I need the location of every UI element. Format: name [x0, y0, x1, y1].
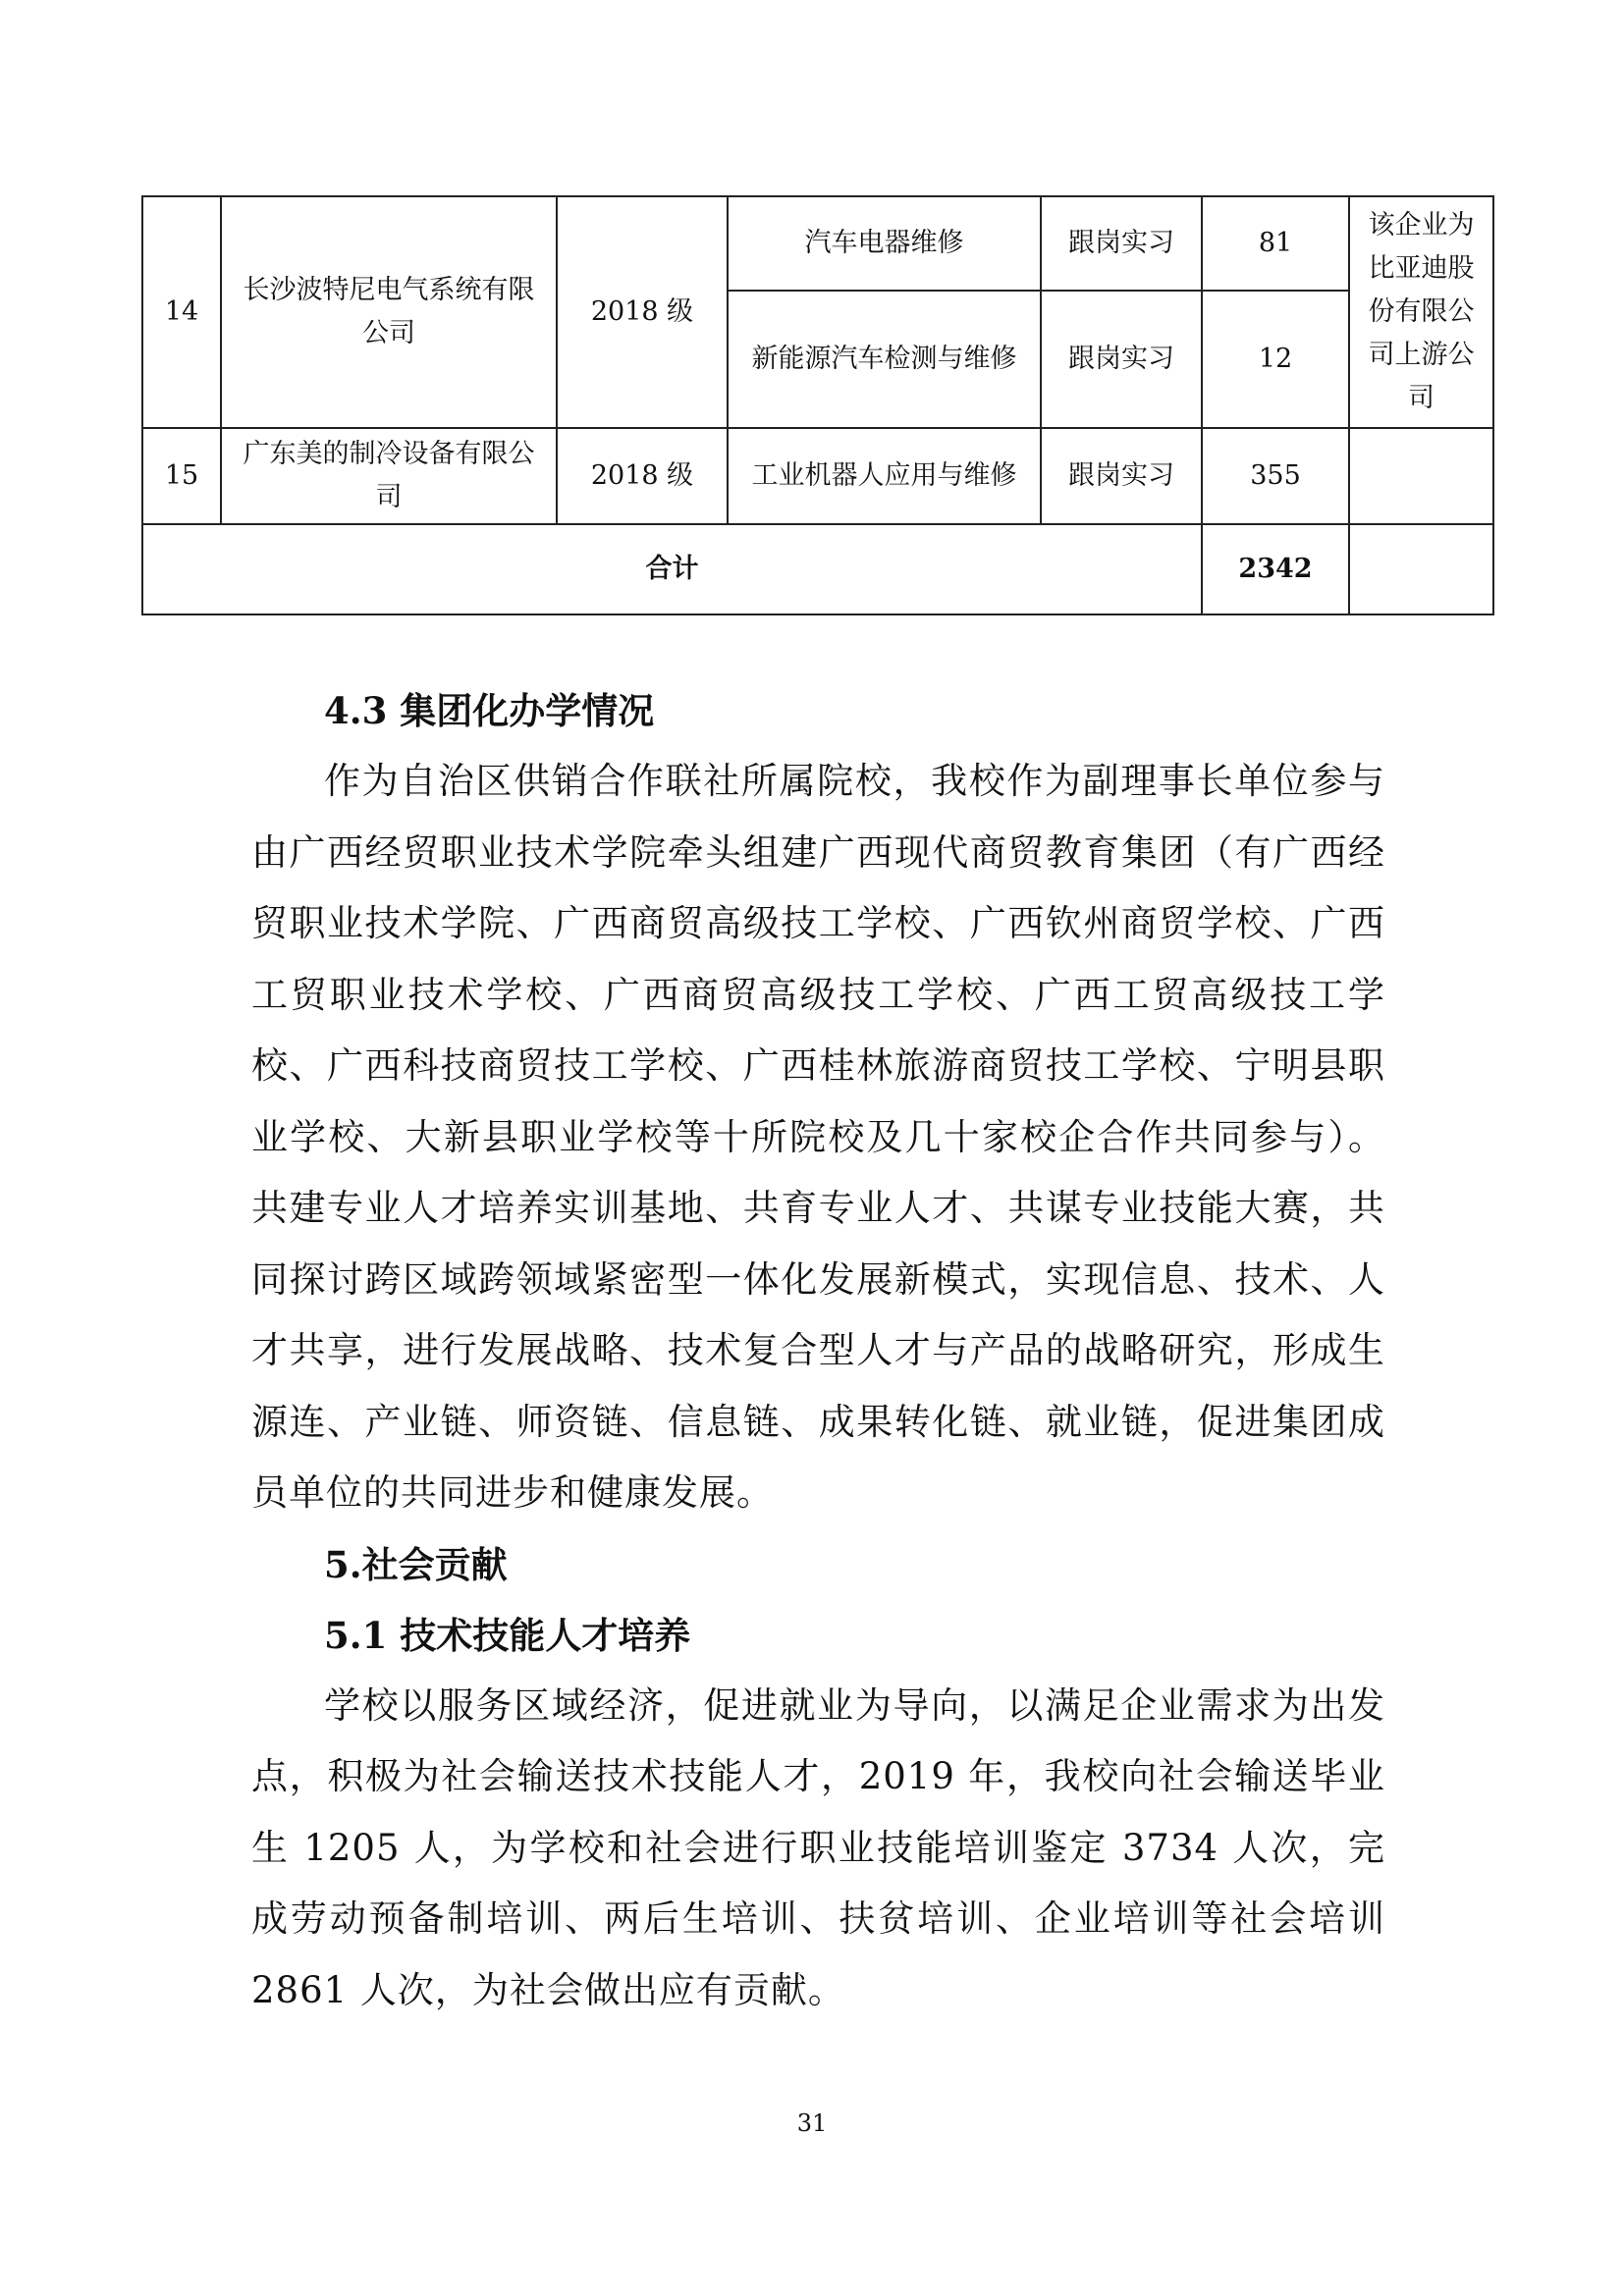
- total-remark: [1349, 524, 1493, 614]
- remark: [1349, 428, 1493, 524]
- section-4-3-heading: 4.3 集团化办学情况: [324, 689, 655, 732]
- document-body: [251, 675, 1385, 2026]
- company-name: 广东美的制冷设备有限公司: [221, 428, 557, 524]
- grade: 2018 级: [557, 428, 728, 524]
- page-number: 31: [796, 2109, 828, 2137]
- section-5-heading: 5.社会贡献: [324, 1542, 508, 1586]
- grade: 2018 级: [557, 196, 728, 428]
- section-5-1-heading: 5.1 技术技能人才培养: [324, 1613, 691, 1657]
- remark: 该企业为比亚迪股份有限公司上游公司: [1349, 196, 1493, 428]
- total-value: 2342: [1202, 524, 1349, 614]
- internship-type: 跟岗实习: [1041, 291, 1202, 428]
- major-name: 工业机器人应用与维修: [728, 428, 1041, 524]
- total-row: [142, 524, 1493, 614]
- section-4-3-paragraph: 作为自治区供销合作联社所属院校，我校作为副理事长单位参与由广西经贸职业技术学院牵头组建广西现代商贸教育集团（有广西经贸职业技术学院、广西商贸高级技工学校、广西钦州商贸学校、广西工贸职业技术学校、广西商贸高级技工学校、广西工贸高级技工学校、广西科技商贸技工学校、广西桂林旅游商贸技工学校、宁明县职业学校、大新县职业学校等十所院校及几十家校企合作共同参与）。共建专业人才培养实训基地、共育专业人才、共谋专业技能大赛，共同探讨跨区域跨领域紧密型一体化发展新模式，实现信息、技术、人才共享，进行发展战略、技术复合型人才与产品的战略研究，形成生源连、产业链、师资链、信息链、成果转化链、就业链，促进集团成员单位的共同进步和健康发展。: [251, 760, 1385, 1514]
- company-name: 长沙波特尼电气系统有限公司: [221, 196, 557, 428]
- student-count: 81: [1202, 196, 1349, 291]
- student-count: 355: [1202, 428, 1349, 524]
- internship-type: 跟岗实习: [1041, 196, 1202, 291]
- total-label: 合计: [142, 524, 1202, 614]
- row-number: 14: [142, 196, 221, 428]
- table-row: [142, 428, 1493, 524]
- major-name: 新能源汽车检测与维修: [728, 291, 1041, 428]
- section-5-1-paragraph: 学校以服务区域经济，促进就业为导向，以满足企业需求为出发点，积极为社会输送技术技能人才，2019 年，我校向社会输送毕业生 1205 人，为学校和社会进行职业技能培训鉴定 3734 人次，完成劳动预备制培训、两后生培训、扶贫培训、企业培训等社会培训 2861 人次，为社会做出应有贡献。: [251, 1683, 1385, 2011]
- internship-type: 跟岗实习: [1041, 428, 1202, 524]
- enrollment-table: [141, 195, 1494, 615]
- table-row: [142, 196, 1493, 291]
- student-count: 12: [1202, 291, 1349, 428]
- major-name: 汽车电器维修: [728, 196, 1041, 291]
- row-number: 15: [142, 428, 221, 524]
